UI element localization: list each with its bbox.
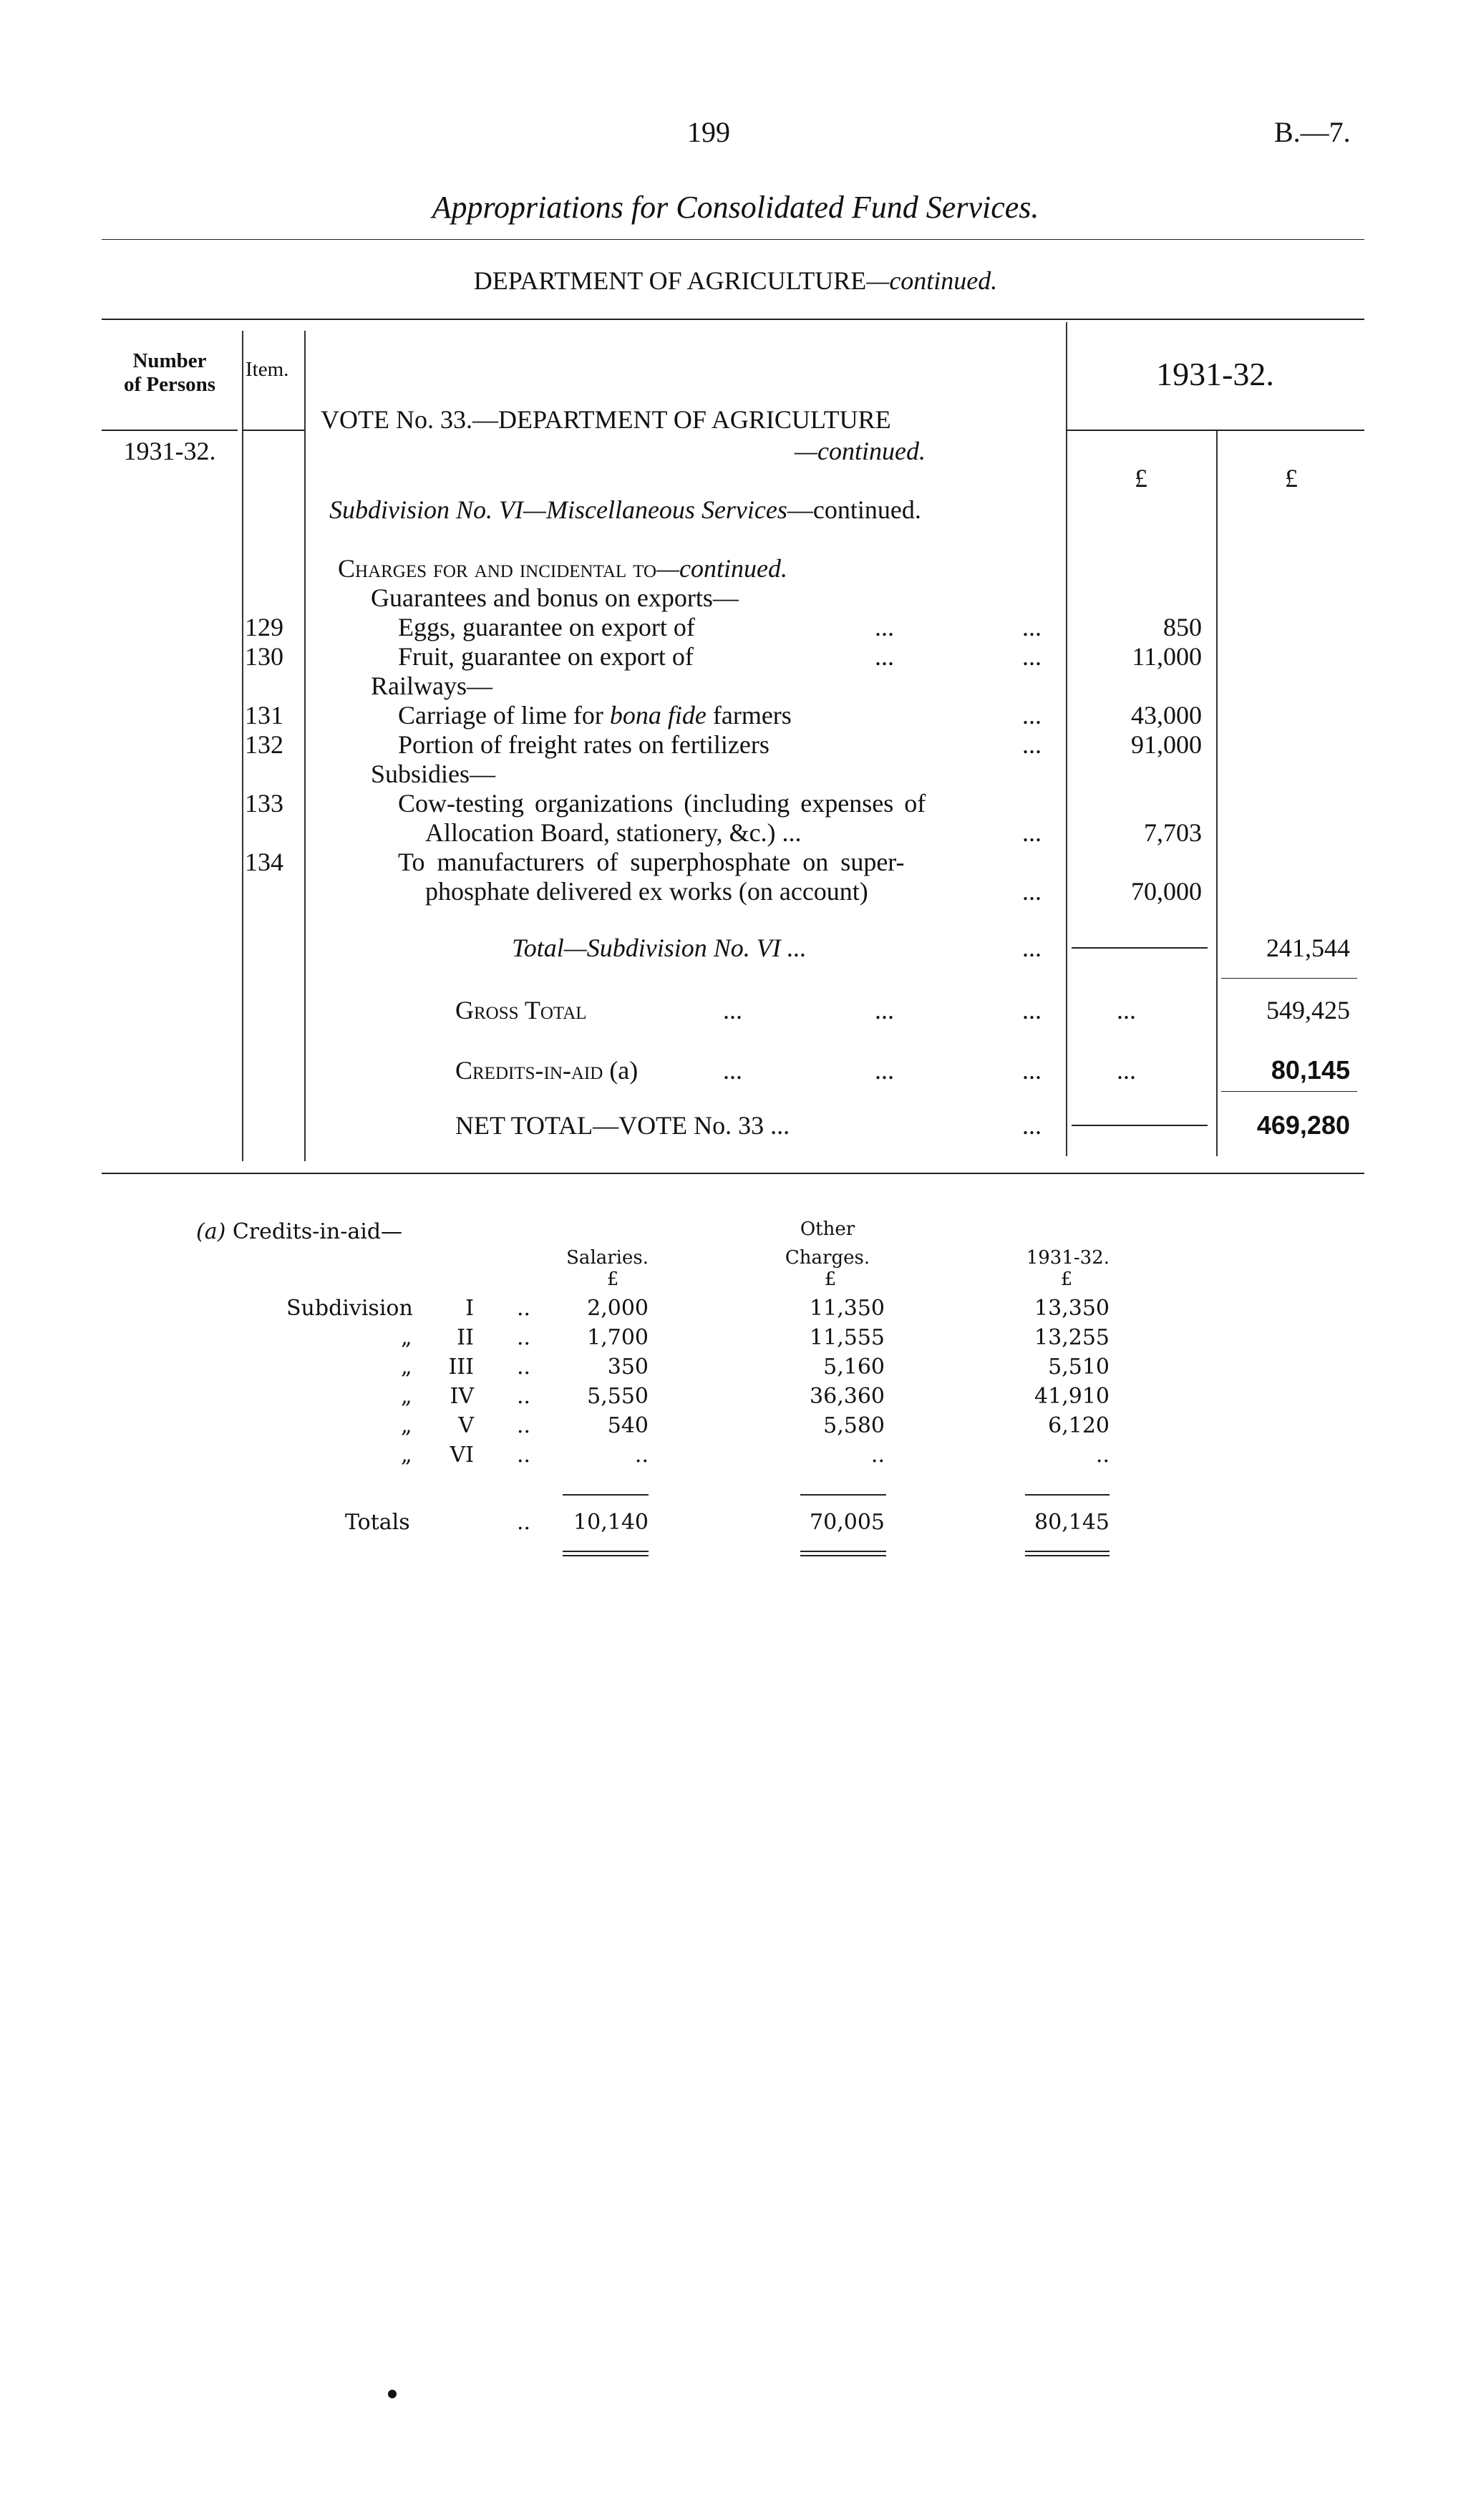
header-year: 1931-32. xyxy=(1156,356,1274,392)
year-total-value: 41,910 xyxy=(1034,1384,1110,1409)
item-number: 133 xyxy=(245,789,283,818)
group-railways: Railways— xyxy=(371,672,492,700)
item-description: Fruit, guarantee on export of xyxy=(398,642,694,671)
dot-leader: ... xyxy=(875,613,894,641)
dot-leader: ... xyxy=(875,1056,894,1085)
other-charges-value: 11,555 xyxy=(810,1325,885,1350)
dot-leader: ... xyxy=(1022,642,1042,671)
header-number-of-persons: Number of Persons xyxy=(123,349,216,397)
double-rule xyxy=(800,1551,886,1552)
other-charges-value: 5,580 xyxy=(823,1413,885,1438)
dot-leader: ... xyxy=(1022,730,1042,759)
salaries-value: 350 xyxy=(607,1354,649,1380)
item-amount: 850 xyxy=(1163,613,1202,641)
subdivision-number: III xyxy=(448,1354,474,1380)
item-amount: 7,703 xyxy=(1144,818,1202,847)
footnote-col-other-charges: Charges. xyxy=(785,1247,870,1269)
sum-rule xyxy=(1221,978,1357,979)
footnote-col-salaries: Salaries. xyxy=(566,1247,649,1269)
dot-leader: .. xyxy=(517,1325,531,1350)
ditto-mark: „ xyxy=(401,1443,412,1468)
header-rule xyxy=(1066,430,1364,431)
dot-leader: ... xyxy=(1022,1056,1042,1085)
item-description-continued: Allocation Board, stationery, &c.) ... xyxy=(425,818,802,847)
net-total-label: NET TOTAL—VOTE No. 33 ... xyxy=(455,1111,790,1140)
item-amount: 91,000 xyxy=(1131,730,1202,759)
item-description: Eggs, guarantee on export of xyxy=(398,613,695,641)
item-number: 130 xyxy=(245,642,283,671)
year-total-value: 5,510 xyxy=(1048,1354,1110,1380)
dot-leader: .. xyxy=(517,1354,531,1380)
column-divider xyxy=(242,331,243,1161)
salaries-value: 540 xyxy=(607,1413,649,1438)
totals-other: 70,005 xyxy=(810,1510,885,1535)
dot-leader: ... xyxy=(723,996,742,1024)
credits-in-aid-label: Credits-in-aid (a) xyxy=(455,1056,639,1085)
year-total-value: 13,255 xyxy=(1034,1325,1110,1350)
year-total-value: 6,120 xyxy=(1048,1413,1110,1438)
dot-leader: .. xyxy=(517,1413,531,1438)
item-number: 131 xyxy=(245,701,283,730)
persons-year: 1931-32. xyxy=(123,437,216,465)
double-rule xyxy=(563,1551,649,1552)
double-rule xyxy=(1025,1555,1110,1556)
item-description: Cow-testing organizations (including expenses of xyxy=(398,789,926,818)
net-total-value: 469,280 xyxy=(1256,1110,1350,1140)
column-divider xyxy=(304,331,306,1161)
total-subdivision-value: 241,544 xyxy=(1266,934,1350,962)
other-charges-value: 5,160 xyxy=(823,1354,885,1380)
footnote-title: (a) Credits-in-aid— xyxy=(196,1219,403,1244)
gross-total-label: Gross Total xyxy=(455,996,587,1024)
sum-rule xyxy=(563,1494,649,1496)
totals-year: 80,145 xyxy=(1034,1510,1110,1535)
item-amount: 70,000 xyxy=(1131,877,1202,906)
dot-leader: ... xyxy=(1022,818,1042,847)
department-heading xyxy=(0,268,1471,294)
totals-label: Totals xyxy=(345,1510,410,1535)
charges-heading: Charges for and incidental to—continued. xyxy=(338,554,788,583)
ditto-mark: „ xyxy=(401,1325,412,1350)
dot-leader: ... xyxy=(1117,1056,1136,1085)
currency-symbol: £ xyxy=(1060,1269,1073,1290)
totals-salaries: 10,140 xyxy=(573,1510,649,1535)
sum-rule xyxy=(800,1494,886,1496)
dot-leader: .. xyxy=(517,1443,531,1468)
ditto-mark: „ xyxy=(401,1413,412,1438)
credits-in-aid-value: 80,145 xyxy=(1271,1055,1350,1085)
vote-continued: —continued. xyxy=(795,437,926,465)
salaries-value: .. xyxy=(634,1443,649,1468)
page-title: Appropriations for Consolidated Fund Services. xyxy=(432,190,1039,225)
year-total-value: 13,350 xyxy=(1034,1296,1110,1321)
department-suffix: —continued. xyxy=(866,266,998,295)
dot-leader: ... xyxy=(1022,613,1042,641)
footnote-col-year: 1931-32. xyxy=(1026,1247,1110,1269)
dot-leader: .. xyxy=(517,1510,531,1535)
item-description-continued: phosphate delivered ex works (on account) xyxy=(425,877,868,906)
column-divider xyxy=(1216,430,1218,1156)
currency-symbol: £ xyxy=(606,1269,619,1290)
dot-leader: ... xyxy=(1022,934,1042,962)
dot-leader: ... xyxy=(1022,877,1042,906)
item-description: To manufacturers of superphosphate on super- xyxy=(398,848,905,876)
table-top-rule xyxy=(102,319,1364,320)
dot-leader: ... xyxy=(1022,996,1042,1024)
table-bottom-rule xyxy=(102,1173,1364,1174)
header-rule xyxy=(242,430,304,431)
double-rule xyxy=(1025,1551,1110,1552)
footnote-col-other: Other xyxy=(800,1218,855,1240)
other-charges-value: 11,350 xyxy=(810,1296,885,1321)
salaries-value: 5,550 xyxy=(587,1384,649,1409)
header-item: Item. xyxy=(246,358,289,381)
sum-rule xyxy=(1221,1091,1357,1092)
group-guarantees: Guarantees and bonus on exports— xyxy=(371,583,739,612)
year-total-value: .. xyxy=(1095,1443,1110,1468)
item-description: Portion of freight rates on fertilizers xyxy=(398,730,770,759)
gross-total-value: 549,425 xyxy=(1266,996,1350,1024)
dot-leader: ... xyxy=(1022,701,1042,730)
subdivision-number: IV xyxy=(450,1384,474,1409)
currency-symbol: £ xyxy=(1285,464,1298,493)
department-name: DEPARTMENT OF AGRICULTURE xyxy=(473,266,867,295)
subdivision-number: I xyxy=(465,1296,474,1321)
dot-leader: ... xyxy=(1117,996,1136,1024)
ditto-mark: „ xyxy=(401,1384,412,1409)
item-amount: 43,000 xyxy=(1131,701,1202,730)
item-description: Carriage of lime for bona fide farmers xyxy=(398,701,792,730)
sum-rule xyxy=(1072,1125,1208,1126)
subdivision-number: VI xyxy=(450,1443,474,1468)
total-subdivision-label: Total—Subdivision No. VI ... xyxy=(512,934,807,962)
item-number: 129 xyxy=(245,613,283,641)
other-charges-value: 36,360 xyxy=(810,1384,885,1409)
sum-rule xyxy=(1072,947,1208,949)
double-rule xyxy=(800,1555,886,1556)
salaries-value: 1,700 xyxy=(587,1325,649,1350)
double-rule xyxy=(563,1555,649,1556)
page-number: 199 xyxy=(687,116,730,148)
dot-leader: ... xyxy=(875,642,894,671)
vote-title: VOTE No. 33.—DEPARTMENT OF AGRICULTURE xyxy=(321,405,891,434)
item-amount: 11,000 xyxy=(1132,642,1202,671)
dot-leader: ... xyxy=(875,996,894,1024)
subdivision-number: V xyxy=(458,1413,474,1438)
ink-dot xyxy=(388,2390,397,2398)
footnote-subdivision-label: Subdivision xyxy=(286,1296,413,1321)
ditto-mark: „ xyxy=(401,1354,412,1380)
dot-leader: ... xyxy=(1022,1111,1042,1140)
subdivision-number: II xyxy=(457,1325,474,1350)
other-charges-value: .. xyxy=(870,1443,885,1468)
document-reference: B.—7. xyxy=(1274,116,1351,148)
dot-leader: ... xyxy=(723,1056,742,1085)
dot-leader: .. xyxy=(517,1384,531,1409)
salaries-value: 2,000 xyxy=(587,1296,649,1321)
currency-symbol: £ xyxy=(824,1269,837,1290)
currency-symbol: £ xyxy=(1135,464,1147,493)
title-rule xyxy=(102,239,1364,240)
dot-leader: .. xyxy=(517,1296,531,1321)
sum-rule xyxy=(1025,1494,1110,1496)
item-number: 132 xyxy=(245,730,283,759)
header-rule xyxy=(102,430,238,431)
item-number: 134 xyxy=(245,848,283,876)
group-subsidies: Subsidies— xyxy=(371,760,496,788)
subdivision-heading: Subdivision No. VI—Miscellaneous Services—continued. xyxy=(329,495,921,524)
